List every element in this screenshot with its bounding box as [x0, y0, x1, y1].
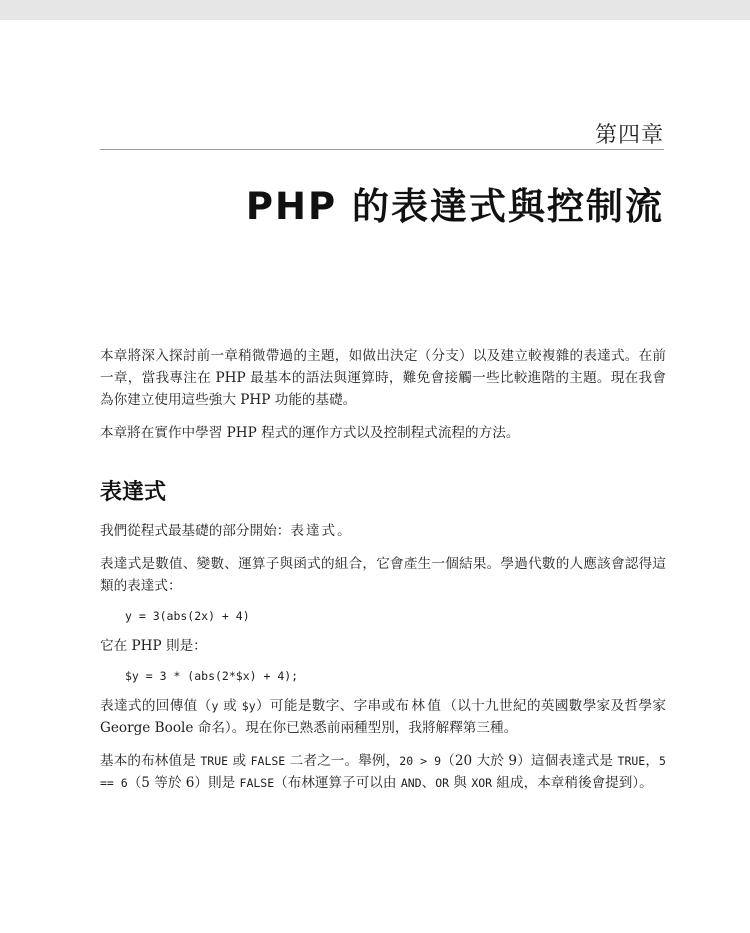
- intro-paragraph-1: 本章將深入探討前一章稍微帶過的主題，如做出決定（分支）以及建立較複雜的表達式。在前一章，當我專注在 PHP 最基本的語法與運算時，難免會接觸一些比較進階的主題。現在我會為你建立使用這些強大 PHP 功能的基礎。: [100, 348, 666, 408]
- text-run: ）可能是數字、字串或: [255, 698, 396, 714]
- chapter-divider: [100, 149, 664, 150]
- text-run: （20 大於 9）這個表達式是: [441, 753, 618, 769]
- inline-code: TRUE: [617, 754, 646, 768]
- text-run: 。: [337, 523, 351, 539]
- section-paragraph-1: [100, 520, 666, 542]
- inline-code: XOR: [471, 776, 493, 790]
- text-run: （布林運算子可以由: [274, 775, 401, 791]
- text-run: 、: [421, 775, 436, 791]
- code-block-2: $y = 3 * (abs(2*$x) + 4);: [125, 669, 299, 683]
- text-run: 表達式的回傳值（: [100, 698, 212, 714]
- inline-code: OR: [435, 776, 450, 790]
- text-run: （以十九世紀的英國數學家及哲學家 George Boole 命名）。現在你已熟悉前兩種型別，我將解釋第三種。: [100, 698, 667, 736]
- text-run: 我們從程式最基礎的部分開始：: [100, 523, 291, 539]
- emphasis-term: 表達式: [290, 523, 338, 539]
- text-run: 或: [218, 698, 242, 714]
- section-paragraph-2: 表達式是數值、變數、運算子與函式的組合，它會產生一個結果。學過代數的人應該會認得這類的表達式：: [100, 556, 666, 594]
- text-run: 基本的布林值是: [100, 753, 201, 769]
- section-paragraph-3: 它在 PHP 則是：: [100, 638, 207, 654]
- text-run: 二者之一。舉例，: [285, 753, 400, 769]
- inline-code: 20 > 9: [399, 754, 442, 768]
- inline-code: y: [211, 699, 219, 713]
- chapter-title: PHP 的表達式與控制流: [245, 185, 664, 228]
- text-run: （5 等於 6）則是: [127, 775, 240, 791]
- inline-code: $y: [241, 699, 256, 713]
- section-paragraph-4: [100, 695, 666, 739]
- top-bar: [0, 0, 750, 20]
- section-paragraph-5: [100, 750, 666, 794]
- text-run: 與: [449, 775, 472, 791]
- text-run: 或: [228, 753, 251, 769]
- inline-code: FALSE: [239, 776, 275, 790]
- page-body: [100, 345, 666, 794]
- chapter-label: 第四章: [594, 123, 664, 148]
- emphasis-term: 布林值: [395, 698, 444, 714]
- inline-code: TRUE: [200, 754, 229, 768]
- inline-code: FALSE: [250, 754, 286, 768]
- text-run: 組成，本章稍後會提到）。: [492, 775, 653, 791]
- code-block-1: y = 3(abs(2x) + 4): [125, 609, 250, 623]
- section-heading: 表達式: [100, 480, 167, 505]
- inline-code: 5 == 6: [100, 754, 666, 790]
- intro-paragraph-2: 本章將在實作中學習 PHP 程式的運作方式以及控制程式流程的方法。: [100, 425, 520, 441]
- inline-code: AND: [400, 776, 422, 790]
- text-run: ，: [645, 753, 660, 769]
